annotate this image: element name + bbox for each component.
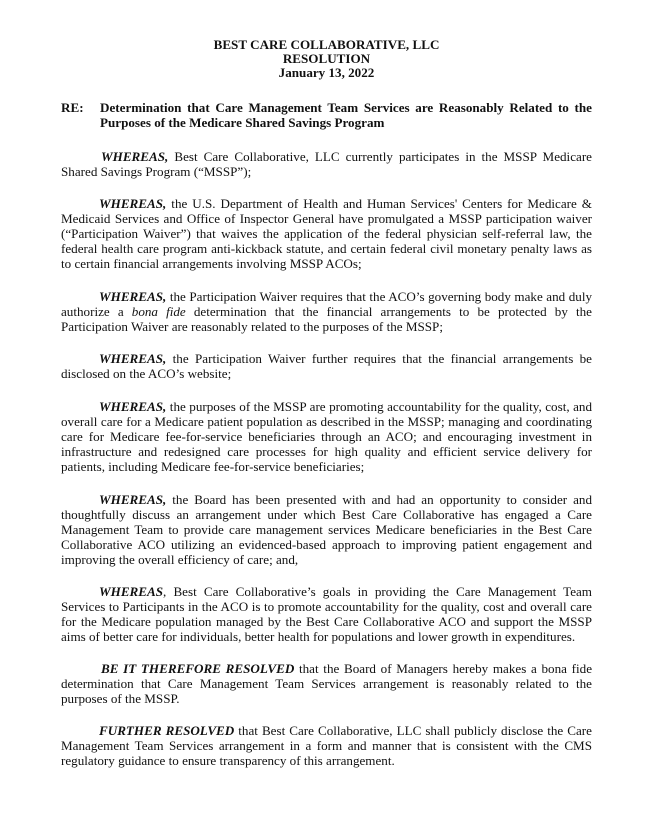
paragraph-lead: FURTHER RESOLVED [99, 723, 235, 738]
further-resolved-paragraph [61, 723, 592, 768]
paragraph-emphasis: bona fide [131, 304, 186, 319]
resolution-document [61, 38, 592, 768]
paragraph-text: the Participation Waiver further requires that the financial arrangements be disclosed on the ACO’s website; [61, 351, 592, 381]
document-date: January 13, 2022 [278, 65, 375, 80]
whereas-paragraph-6 [61, 492, 592, 567]
subject-line [61, 100, 592, 130]
paragraph-lead: WHEREAS, [99, 399, 167, 414]
paragraph-text: , Best Care Collaborative’s goals in providing the Care Management Team Services to Participants in the ACO is to promote accountability for the quality, cost and overall care for the Medicare population managed by the Best Care Collaborative ACO and support the MSSP aims of better care for individuals, better health for populations and lower growth in expenditures. [61, 584, 592, 644]
organization-name: BEST CARE COLLABORATIVE, LLC [213, 37, 440, 52]
paragraph-text: determination that the financial arrangements to be protected by the Participation Waiver are reasonably related to the purposes of the MSSP; [61, 304, 592, 334]
paragraph-lead: BE IT THEREFORE RESOLVED [101, 661, 295, 676]
paragraph-lead: WHEREAS, [99, 492, 167, 507]
paragraph-text: the purposes of the MSSP are promoting accountability for the quality, cost, and overall care for a Medicare patient population as described in the MSSP; managing and coordinating care for Medicare fee-for-service beneficiaries through an ACO; and encouraging investment in infrastructure and redesigned care processes for high quality and efficient service delivery for patients, including Medicare fee-for-service beneficiaries; [61, 399, 592, 474]
subject-label: RE: [61, 100, 84, 115]
whereas-paragraph-3 [61, 289, 592, 334]
paragraph-text: the U.S. Department of Health and Human Services' Centers for Medicare & Medicaid Services and Office of Inspector General have promulgated a MSSP participation waiver (“Participation Waiver”) that waives the application of the federal physician self-referral law, the federal health care program anti-kickback statute, and certain federal civil monetary penalty laws as to certain financial arrangements involving MSSP ACOs; [61, 196, 592, 271]
whereas-paragraph-4 [61, 351, 592, 381]
paragraph-text: that the Board of Managers hereby makes a bona fide determination that Care Management Team Services arrangement is reasonably related to the purposes of the MSSP. [61, 661, 593, 706]
whereas-paragraph-2 [61, 196, 592, 271]
whereas-paragraph-7 [61, 584, 592, 644]
paragraph-text: the Participation Waiver requires that the ACO’s governing body make and duly authorize a [61, 289, 592, 319]
resolved-paragraph [61, 661, 592, 706]
paragraph-text: that Best Care Collaborative, LLC shall publicly disclose the Care Management Team Services arrangement in a form and manner that is consistent with the CMS regulatory guidance to ensure transparency of this arrangement. [61, 723, 592, 768]
paragraph-lead: WHEREAS [99, 584, 164, 599]
whereas-paragraph-5 [61, 399, 592, 474]
paragraph-text: Best Care Collaborative, LLC currently participates in the MSSP Medicare Shared Savings Program (“MSSP”); [61, 149, 592, 179]
paragraph-lead: WHEREAS, [99, 351, 167, 366]
whereas-paragraph-1 [61, 149, 592, 179]
paragraph-text: the Board has been presented with and had an opportunity to consider and thoughtfully discuss an arrangement under which Best Care Collaborative has engaged a Care Management Team to provide care management services Medicare beneficiaries in the Best Care Collaborative ACO utilizing an evidenced-based approach to improving patient engagement and improving the overall efficiency of care; and, [61, 492, 592, 567]
document-type: RESOLUTION [282, 51, 371, 66]
document-header [61, 38, 592, 80]
paragraph-lead: WHEREAS, [99, 289, 167, 304]
paragraph-lead: WHEREAS, [101, 149, 169, 164]
paragraph-lead: WHEREAS, [99, 196, 167, 211]
subject-text: Determination that Care Management Team Services are Reasonably Related to the Purposes of the Medicare Shared Savings Program [100, 100, 592, 130]
